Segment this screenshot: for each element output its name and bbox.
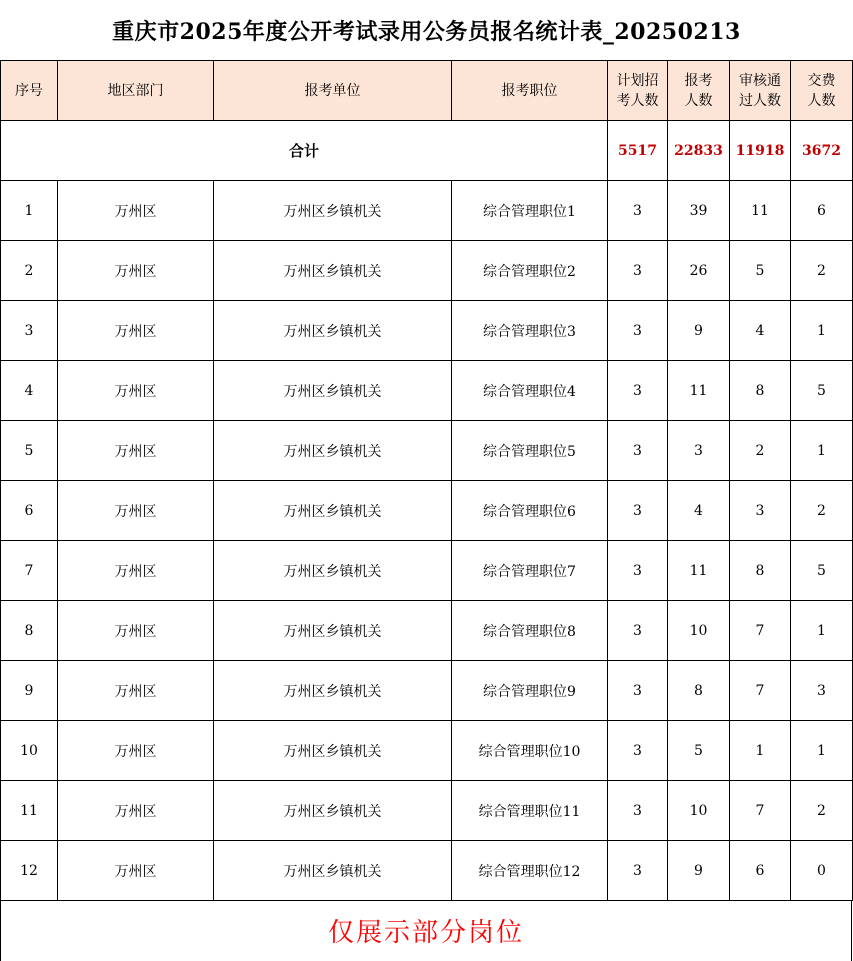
cell-approved[interactable]: 7: [730, 601, 791, 661]
table-row: [1, 361, 853, 421]
cell-planned[interactable]: 3: [608, 241, 668, 301]
cell-planned[interactable]: 3: [608, 481, 668, 541]
cell-position[interactable]: 综合管理职位8: [452, 601, 608, 661]
header-paid[interactable]: 交费人数: [791, 61, 853, 121]
cell-unit[interactable]: 万州区乡镇机关: [214, 721, 452, 781]
cell-unit[interactable]: 万州区乡镇机关: [214, 361, 452, 421]
cell-applied[interactable]: 11: [668, 361, 730, 421]
cell-seq[interactable]: 3: [1, 301, 58, 361]
cell-planned[interactable]: 3: [608, 721, 668, 781]
cell-region[interactable]: 万州区: [58, 721, 214, 781]
cell-planned[interactable]: 3: [608, 841, 668, 901]
cell-applied[interactable]: 8: [668, 661, 730, 721]
total-applied[interactable]: 22833: [668, 121, 730, 181]
cell-region[interactable]: 万州区: [58, 781, 214, 841]
table-row: [1, 421, 853, 481]
cell-unit[interactable]: 万州区乡镇机关: [214, 541, 452, 601]
cell-region[interactable]: 万州区: [58, 181, 214, 241]
header-unit[interactable]: 报考单位: [214, 61, 452, 121]
cell-seq[interactable]: 2: [1, 241, 58, 301]
cell-approved[interactable]: 2: [730, 421, 791, 481]
cell-planned[interactable]: 3: [608, 541, 668, 601]
header-planned[interactable]: 计划招考人数: [608, 61, 668, 121]
cell-seq[interactable]: 1: [1, 181, 58, 241]
cell-unit[interactable]: 万州区乡镇机关: [214, 481, 452, 541]
total-planned[interactable]: 5517: [608, 121, 668, 181]
cell-position[interactable]: 综合管理职位3: [452, 301, 608, 361]
sheet-title: 重庆市2025年度公开考试录用公务员报名统计表_20250213: [0, 0, 853, 61]
header-seq[interactable]: 序号: [1, 61, 58, 121]
cell-seq[interactable]: 10: [1, 721, 58, 781]
footer-note: 仅展示部分岗位: [0, 900, 852, 961]
cell-seq[interactable]: 9: [1, 661, 58, 721]
cell-applied[interactable]: 3: [668, 421, 730, 481]
table-row: [1, 721, 853, 781]
cell-applied[interactable]: 10: [668, 601, 730, 661]
cell-approved[interactable]: 4: [730, 301, 791, 361]
cell-paid[interactable]: 5: [791, 541, 853, 601]
cell-position[interactable]: 综合管理职位2: [452, 241, 608, 301]
total-row: [1, 121, 853, 181]
cell-planned[interactable]: 3: [608, 301, 668, 361]
cell-region[interactable]: 万州区: [58, 241, 214, 301]
cell-applied[interactable]: 9: [668, 301, 730, 361]
cell-region[interactable]: 万州区: [58, 661, 214, 721]
header-row: [1, 61, 853, 121]
cell-seq[interactable]: 4: [1, 361, 58, 421]
cell-planned[interactable]: 3: [608, 661, 668, 721]
header-region[interactable]: 地区部门: [58, 61, 214, 121]
cell-paid[interactable]: 6: [791, 181, 853, 241]
cell-applied[interactable]: 5: [668, 721, 730, 781]
cell-planned[interactable]: 3: [608, 781, 668, 841]
table-row: [1, 181, 853, 241]
cell-unit[interactable]: 万州区乡镇机关: [214, 421, 452, 481]
cell-paid[interactable]: 0: [791, 841, 853, 901]
cell-region[interactable]: 万州区: [58, 301, 214, 361]
cell-unit[interactable]: 万州区乡镇机关: [214, 301, 452, 361]
cell-approved[interactable]: 3: [730, 481, 791, 541]
cell-paid[interactable]: 2: [791, 481, 853, 541]
cell-unit[interactable]: 万州区乡镇机关: [214, 241, 452, 301]
table-row: [1, 301, 853, 361]
cell-applied[interactable]: 39: [668, 181, 730, 241]
cell-position[interactable]: 综合管理职位9: [452, 661, 608, 721]
cell-seq[interactable]: 7: [1, 541, 58, 601]
cell-paid[interactable]: 5: [791, 361, 853, 421]
cell-approved[interactable]: 11: [730, 181, 791, 241]
cell-paid[interactable]: 2: [791, 241, 853, 301]
cell-planned[interactable]: 3: [608, 361, 668, 421]
cell-unit[interactable]: 万州区乡镇机关: [214, 601, 452, 661]
cell-seq[interactable]: 11: [1, 781, 58, 841]
table-row: [1, 241, 853, 301]
total-approved[interactable]: 11918: [730, 121, 791, 181]
cell-applied[interactable]: 11: [668, 541, 730, 601]
table-row: [1, 781, 853, 841]
cell-position[interactable]: 综合管理职位7: [452, 541, 608, 601]
total-label[interactable]: 合计: [1, 121, 608, 181]
header-position[interactable]: 报考职位: [452, 61, 608, 121]
header-approved[interactable]: 审核通过人数: [730, 61, 791, 121]
cell-unit[interactable]: 万州区乡镇机关: [214, 661, 452, 721]
cell-position[interactable]: 综合管理职位1: [452, 181, 608, 241]
header-applied[interactable]: 报考人数: [668, 61, 730, 121]
cell-position[interactable]: 综合管理职位10: [452, 721, 608, 781]
cell-applied[interactable]: 9: [668, 841, 730, 901]
cell-unit[interactable]: 万州区乡镇机关: [214, 181, 452, 241]
total-paid[interactable]: 3672: [791, 121, 853, 181]
cell-paid[interactable]: 3: [791, 661, 853, 721]
table-row: [1, 841, 853, 901]
cell-paid[interactable]: 2: [791, 781, 853, 841]
cell-region[interactable]: 万州区: [58, 361, 214, 421]
cell-planned[interactable]: 3: [608, 181, 668, 241]
cell-approved[interactable]: 7: [730, 781, 791, 841]
cell-approved[interactable]: 6: [730, 841, 791, 901]
cell-planned[interactable]: 3: [608, 601, 668, 661]
cell-seq[interactable]: 6: [1, 481, 58, 541]
cell-seq[interactable]: 12: [1, 841, 58, 901]
cell-seq[interactable]: 5: [1, 421, 58, 481]
cell-region[interactable]: 万州区: [58, 421, 214, 481]
cell-position[interactable]: 综合管理职位6: [452, 481, 608, 541]
cell-paid[interactable]: 1: [791, 421, 853, 481]
cell-position[interactable]: 综合管理职位11: [452, 781, 608, 841]
cell-approved[interactable]: 5: [730, 241, 791, 301]
cell-paid[interactable]: 1: [791, 721, 853, 781]
cell-approved[interactable]: 8: [730, 361, 791, 421]
cell-paid[interactable]: 1: [791, 301, 853, 361]
cell-unit[interactable]: 万州区乡镇机关: [214, 781, 452, 841]
cell-position[interactable]: 综合管理职位4: [452, 361, 608, 421]
cell-applied[interactable]: 4: [668, 481, 730, 541]
cell-unit[interactable]: 万州区乡镇机关: [214, 841, 452, 901]
cell-approved[interactable]: 1: [730, 721, 791, 781]
cell-paid[interactable]: 1: [791, 601, 853, 661]
table-row: [1, 601, 853, 661]
cell-applied[interactable]: 26: [668, 241, 730, 301]
cell-region[interactable]: 万州区: [58, 841, 214, 901]
cell-approved[interactable]: 7: [730, 661, 791, 721]
cell-applied[interactable]: 10: [668, 781, 730, 841]
cell-position[interactable]: 综合管理职位5: [452, 421, 608, 481]
cell-seq[interactable]: 8: [1, 601, 58, 661]
cell-approved[interactable]: 8: [730, 541, 791, 601]
cell-region[interactable]: 万州区: [58, 481, 214, 541]
statistics-table: [0, 60, 853, 901]
cell-position[interactable]: 综合管理职位12: [452, 841, 608, 901]
table-row: [1, 661, 853, 721]
table-row: [1, 481, 853, 541]
cell-planned[interactable]: 3: [608, 421, 668, 481]
cell-region[interactable]: 万州区: [58, 541, 214, 601]
table-row: [1, 541, 853, 601]
cell-region[interactable]: 万州区: [58, 601, 214, 661]
